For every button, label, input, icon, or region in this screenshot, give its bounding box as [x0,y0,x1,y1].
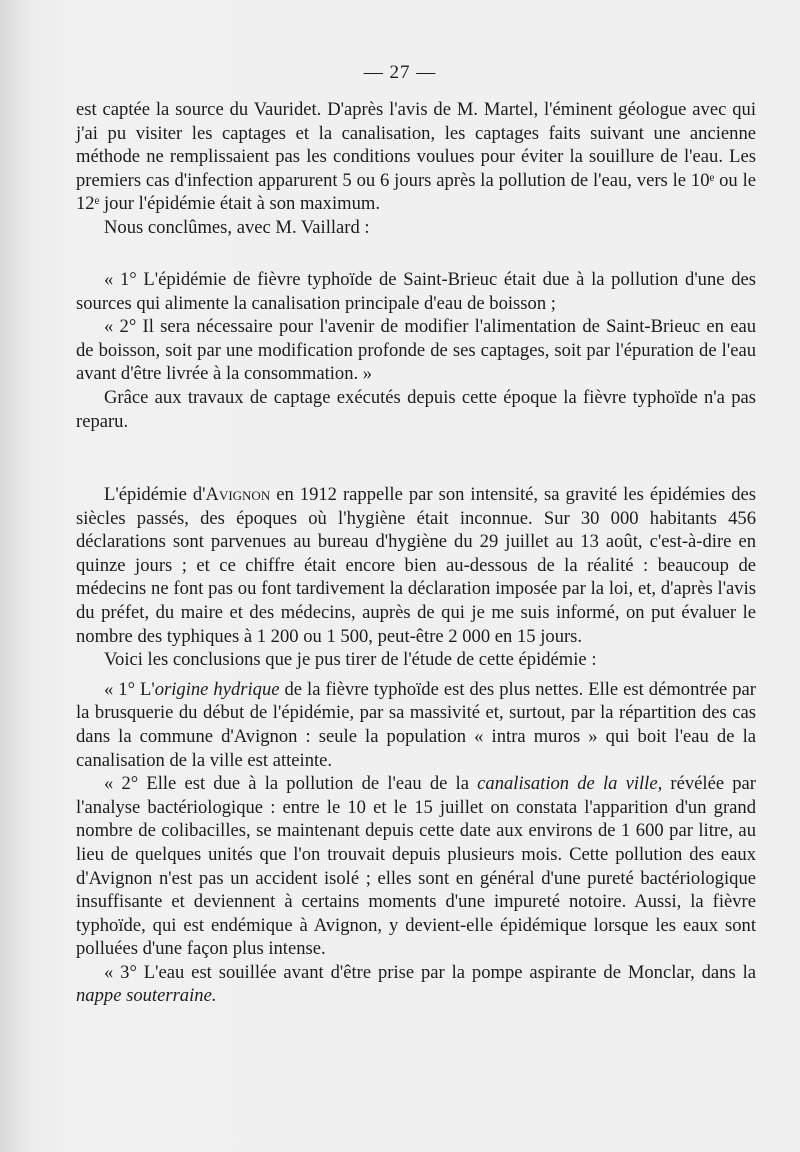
italic-term: origine hydrique [154,678,280,700]
text-run: révélée par l'analyse bactériologique : entre le 10 et le 15 juillet on constata l'apparition d'un grand nombre de colibacilles, se maintenant depuis cette date aux environs de 1 600 par litre, au lieu de quelques unités que l'on trouvait depuis plusieurs mois. Cette pollution des eaux d'Avignon n'est pas un accident isolé ; elles sont en général d'une pureté bactériologique insuffisante et deviennent à certains moments d'une impureté notoire. Aussi, la fièvre typhoïde, qui est endémique à Avignon, y devient-elle épidémique lorsque les eaux sont polluées d'une façon plus intense. [76,773,756,960]
text-block-saint-brieuc [76,268,756,433]
page-number: — 27 — [363,62,437,83]
italic-term: nappe souterraine. [76,985,217,1007]
text-run: « 3° L'eau est souillée avant d'être prise par la pompe aspirante de Monclar, dans la [104,961,756,983]
paragraph-vauridet: est captée la source du Vauridet. D'après l'avis de M. Martel, l'éminent géologue avec qui j'ai pu visiter les captages et la canalisation, les captages faits suivant une ancienne méthode ne remplissaient pas les conditions voulues pour éviter la souillure de l'eau. Les premiers cas d'infection apparurent 5 ou 6 jours après la pollution de l'eau, vers le 10ᵉ ou le 12ᵉ jour l'épidémie était à son maximum. [76,99,756,215]
quote-avignon-3 [76,961,756,1008]
city-name-avignon: Avignon [205,484,271,505]
paragraph-conclusions-intro: Voici les conclusions que je pus tirer de l'étude de cette épidémie : [104,649,597,671]
text-run: en 1912 rappelle par son intensité, sa gravité les épidémies des siècles passés, des époques où l'hygiène était inconnue. Sur 30 000 habitants 456 déclarations sont parvenues au bureau d'hygiène du 29 juillet au 13 août, c'est-à-dire en quinze jours ; et ce chiffre était encore bien au-dessous de la réalité : beaucoup de médecins ne font pas ou font tardivement la déclaration imposée par la loi, et, d'après l'avis du préfet, du maire et des médecins, auprès de qui je me suis informé, on put évaluer le nombre des typhiques à 1 200 ou 1 500, peut-être 2 000 en 15 jours. [76,484,756,647]
text-run: « 2° Elle est due à la pollution de l'eau de la [104,773,478,795]
text-block-intro [76,98,756,240]
quote-avignon-2 [76,772,756,961]
text-run: L'épidémie d' [104,484,206,505]
text-run: de la fièvre typhoïde est des plus nettes. Elle est démontrée par la brusquerie du début de l'épidémie, par sa massivité et, surtout, par la répartition des cas dans la commune d'Avignon : seule la population « intra muros » qui boit l'eau de la canalisation de la ville est atteinte. [76,678,756,771]
quote-avignon-1 [76,678,756,772]
quote-saint-brieuc-2: « 2° Il sera nécessaire pour l'avenir de modifier l'alimentation de Saint-Brieuc en eau de boisson, soit par une modification profonde de ses captages, soit par l'épuration de l'eau avant d'être livrée à la consommation. » [76,316,756,385]
paragraph-conclusion-intro: Nous conclûmes, avec M. Vaillard : [104,216,370,238]
paragraph-avignon-epidemic [76,483,756,648]
text-run: « 1° L' [104,678,155,700]
paragraph-captage-works: Grâce aux travaux de captage exécutés depuis cette époque la fièvre typhoïde n'a pas reparu. [76,386,756,432]
italic-term: canalisation de la ville, [477,773,663,795]
quote-saint-brieuc-1: « 1° L'épidémie de fièvre typhoïde de Saint-Brieuc était due à la pollution d'une des sources qui alimente la canalisation principale d'eau de boisson ; [76,269,756,314]
text-block-avignon [76,483,756,1008]
